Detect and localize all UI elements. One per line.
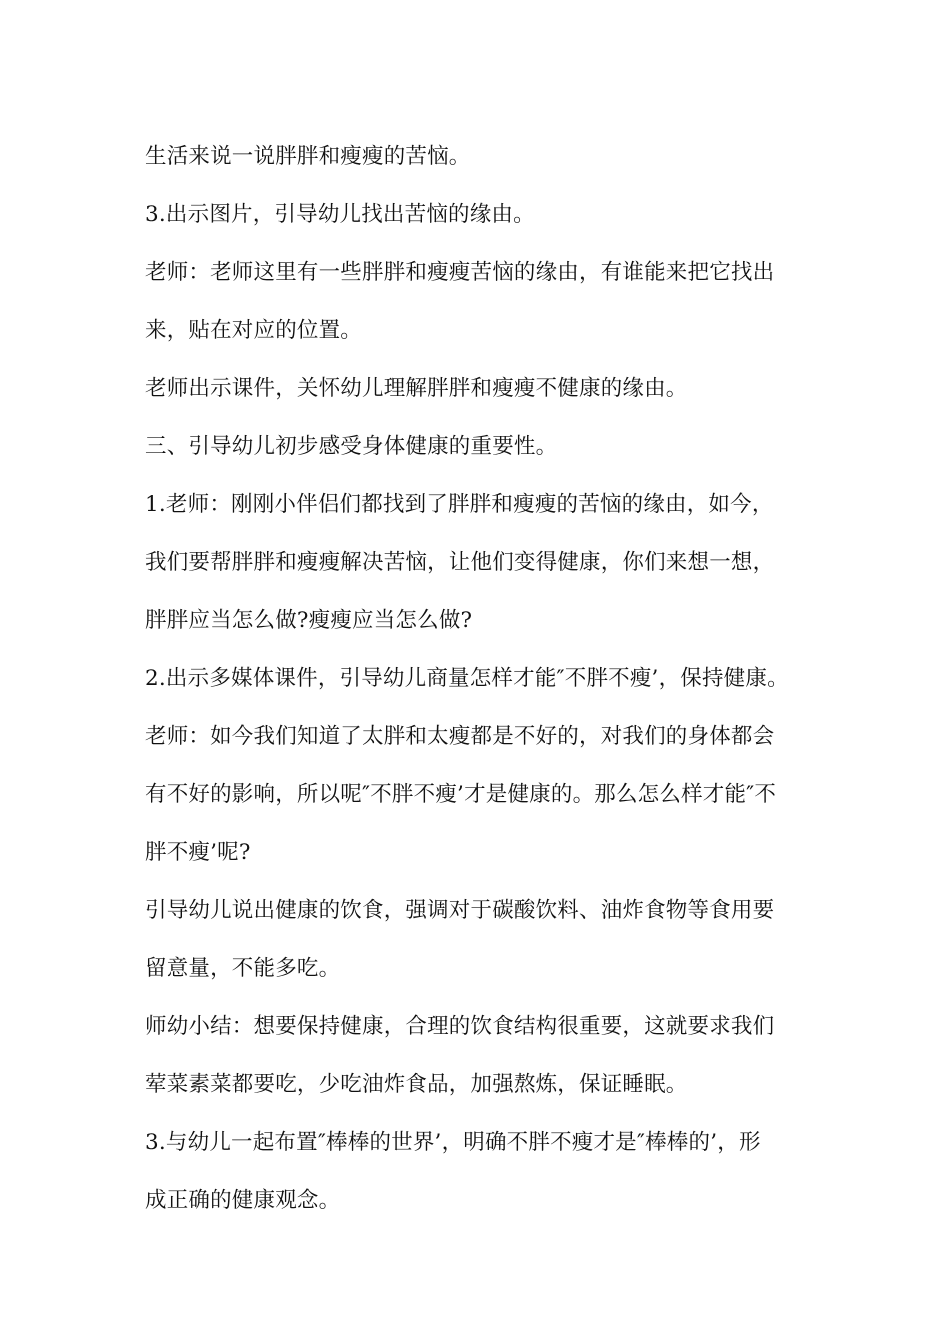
text-line: 有不好的影响，所以呢″不胖不瘦’才是健康的。那么怎么样才能″不 [145, 782, 777, 807]
section-heading: 三、引导幼儿初步感受身体健康的重要性。 [145, 434, 558, 459]
text-line: 老师出示课件，关怀幼儿理解胖胖和瘦瘦不健康的缘由。 [145, 376, 688, 401]
text-line: 2.出示多媒体课件，引导幼儿商量怎样才能″不胖不瘦’，保持健康。 [145, 666, 789, 691]
text-line: 引导幼儿说出健康的饮食，强调对于碳酸饮料、油炸食物等食用要 [145, 898, 775, 923]
body-text [145, 128, 825, 1230]
text-line: 留意量，不能多吃。 [145, 956, 341, 981]
text-line: 我们要帮胖胖和瘦瘦解决苦恼，让他们变得健康，你们来想一想， [145, 550, 775, 575]
text-line: 师幼小结：想要保持健康，合理的饮食结构很重要，这就要求我们 [145, 1014, 775, 1039]
text-line: 生活来说一说胖胖和瘦瘦的苦恼。 [145, 144, 471, 169]
text-line: 胖胖应当怎么做?瘦瘦应当怎么做? [145, 608, 473, 633]
text-line: 成正确的健康观念。 [145, 1188, 341, 1213]
text-line: 荤菜素菜都要吃，少吃油炸食品，加强熬炼，保证睡眠。 [145, 1072, 688, 1097]
text-line: 1.老师：刚刚小伴侣们都找到了胖胖和瘦瘦的苦恼的缘由，如今， [145, 492, 774, 517]
text-line: 老师：如今我们知道了太胖和太瘦都是不好的，对我们的身体都会 [145, 724, 775, 749]
text-line: 胖不瘦’呢? [145, 840, 251, 865]
text-line: 来，贴在对应的位置。 [145, 318, 363, 343]
text-line: 3.出示图片，引导幼儿找出苦恼的缘由。 [145, 202, 535, 227]
text-line: 3.与幼儿一起布置″棒棒的世界’，明确不胖不瘦才是″棒棒的’，形 [145, 1130, 761, 1155]
text-line: 老师：老师这里有一些胖胖和瘦瘦苦恼的缘由，有谁能来把它找出 [145, 260, 775, 285]
